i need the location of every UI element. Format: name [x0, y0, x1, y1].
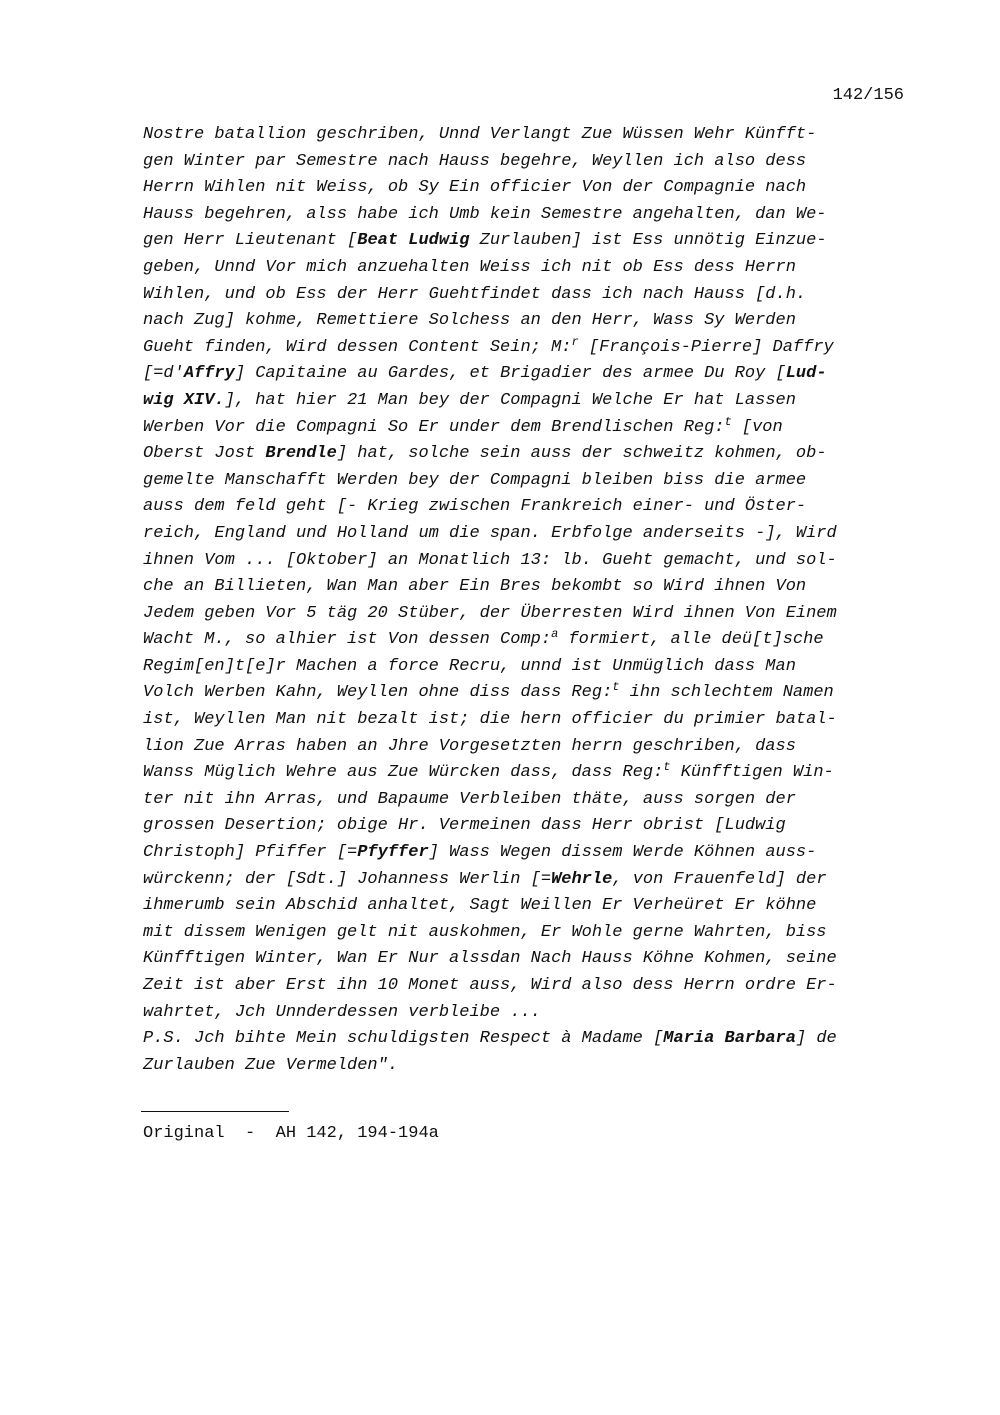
- bold-name: Brendle: [265, 444, 337, 464]
- bold-name: Pfyffer: [357, 843, 429, 863]
- text-segment: Wanss Müglich Wehre aus Zue Würcken dass, dass Reg:: [143, 763, 664, 783]
- text-line: [143, 1053, 913, 1080]
- text-line: [143, 1000, 913, 1027]
- text-line: [143, 893, 913, 920]
- text-segment: formiert, alle deü[t]sche: [558, 630, 824, 650]
- text-line: [143, 867, 913, 894]
- text-segment: ihn schlechtem Namen: [619, 683, 834, 703]
- text-segment: Zurlauben] ist Ess unnötig Einzue-: [469, 231, 827, 251]
- superscript-abbrev: r: [571, 334, 579, 349]
- bold-name: Affry: [183, 364, 235, 384]
- text-line: [143, 973, 913, 1000]
- text-segment: Herrn Wihlen nit Weiss, ob Sy Ein officier Von der Compagnie nach: [143, 178, 807, 198]
- bold-name: Beat Ludwig: [357, 231, 470, 251]
- text-line: [143, 441, 913, 468]
- text-segment: ] hat, solche sein auss der schweitz kohmen, ob-: [336, 444, 827, 464]
- text-line: [143, 335, 913, 362]
- bold-name: Maria Barbara: [663, 1029, 796, 1049]
- text-segment: Nostre batallion geschriben, Unnd Verlangt Zue Wüssen Wehr Künfft-: [143, 125, 817, 144]
- text-line: [143, 308, 913, 335]
- text-segment: gen Herr Lieutenant [: [143, 231, 358, 251]
- text-line: [143, 627, 913, 654]
- text-segment: lion Zue Arras haben an Jhre Vorgesetzten herrn geschriben, dass: [143, 736, 796, 756]
- bold-name: Lud-: [785, 364, 827, 384]
- text-segment: Zeit ist aber Erst ihn 10 Monet auss, Wird also dess Herrn ordre Er-: [143, 976, 837, 995]
- text-segment: Oberst Jost: [143, 444, 266, 464]
- text-line: [143, 282, 913, 309]
- text-line: [143, 122, 913, 149]
- text-segment: Werben Vor die Compagni So Er under dem Brendlischen Reg:: [143, 417, 725, 437]
- superscript-abbrev: a: [551, 627, 559, 642]
- text-line: [143, 813, 913, 840]
- text-line: [143, 521, 913, 548]
- text-segment: Gueht finden, Wird dessen Content Sein; M:: [143, 337, 572, 357]
- footnote-source: Original - AH 142, 194-194a: [143, 1124, 439, 1143]
- text-segment: Jedem geben Vor 5 täg 20 Stüber, der Überresten Wird ihnen Von Einem: [143, 603, 837, 623]
- text-line: [143, 149, 913, 176]
- text-segment: ], hat hier 21 Man bey der Compagni Welche Er hat Lassen: [224, 390, 796, 410]
- text-segment: ] de: [795, 1029, 837, 1049]
- text-segment: Künfftigen Winter, Wan Er Nur alssdan Nach Hauss Köhne Kohmen, seine: [143, 949, 837, 969]
- text-segment: Volch Werben Kahn, Weyllen ohne diss dass Reg:: [143, 683, 613, 703]
- text-line: [143, 228, 913, 255]
- text-line: [143, 548, 913, 575]
- text-segment: Künfftigen Win-: [670, 763, 834, 783]
- text-segment: geben, Unnd Vor mich anzuehalten Weiss ich nit ob Ess dess Herrn: [143, 257, 796, 277]
- text-segment: gemelte Manschafft Werden bey der Compagni bleiben biss die armee: [143, 470, 807, 490]
- text-line: [143, 680, 913, 707]
- text-segment: auss dem feld geht [- Krieg zwischen Frankreich einer- und Öster-: [143, 497, 807, 517]
- text-segment: grossen Desertion; obige Hr. Vermeinen dass Herr obrist [Ludwig: [143, 816, 786, 836]
- text-line: [143, 707, 913, 734]
- text-line: [143, 255, 913, 282]
- text-segment: [von: [731, 417, 783, 437]
- text-line: [143, 654, 913, 681]
- text-line: [143, 388, 913, 415]
- bold-name: wig XIV.: [143, 390, 225, 410]
- text-line: [143, 574, 913, 601]
- text-segment: nach Zug] kohme, Remettiere Solchess an den Herr, Wass Sy Werden: [143, 311, 796, 331]
- text-segment: ihnen Vom ... [Oktober] an Monatlich 13: lb. Gueht gemacht, und sol-: [143, 550, 837, 570]
- text-line: [143, 468, 913, 495]
- text-segment: Wihlen, und ob Ess der Herr Guehtfindet dass ich nach Hauss [d.h.: [143, 284, 807, 304]
- text-segment: mit dissem Wenigen gelt nit auskohmen, Er Wohle gerne Wahrten, biss: [143, 922, 827, 942]
- text-line: [143, 494, 913, 521]
- text-line: [143, 1026, 913, 1053]
- superscript-abbrev: t: [612, 680, 620, 695]
- text-segment: ter nit ihn Arras, und Bapaume Verbleiben thäte, auss sorgen der: [143, 789, 796, 809]
- text-segment: Christoph] Pfiffer [=: [143, 843, 358, 863]
- text-line: [143, 601, 913, 628]
- text-segment: P.S. Jch bihte Mein schuldigsten Respect à Madame [: [143, 1029, 664, 1049]
- text-line: [143, 946, 913, 973]
- text-segment: Zurlauben Zue Vermelden".: [143, 1055, 399, 1075]
- text-segment: würckenn; der [Sdt.] Johanness Werlin [=: [143, 869, 552, 889]
- text-line: [143, 920, 913, 947]
- bold-name: Wehrle: [551, 869, 613, 889]
- text-segment: ] Capitaine au Gardes, et Brigadier des armee Du Roy [: [234, 364, 786, 384]
- text-segment: ] Wass Wegen dissem Werde Köhnen auss-: [428, 843, 817, 863]
- text-segment: Regim[en]t[e]r Machen a force Recru, unnd ist Unmüglich dass Man: [143, 656, 796, 676]
- superscript-abbrev: t: [663, 760, 671, 775]
- text-segment: che an Billieten, Wan Man aber Ein Bres bekombt so Wird ihnen Von: [143, 577, 807, 597]
- text-segment: ihmerumb sein Abschid anhaltet, Sagt Weillen Er Verheüret Er köhne: [143, 896, 817, 916]
- text-segment: Wacht M., so alhier ist Von dessen Comp:: [143, 630, 552, 650]
- superscript-abbrev: t: [724, 414, 732, 429]
- text-line: [143, 760, 913, 787]
- text-segment: [François-Pierre] Daffry: [578, 337, 834, 357]
- footnote-divider: [141, 1111, 289, 1112]
- text-line: [143, 734, 913, 761]
- letter-transcription: [143, 122, 913, 1079]
- text-line: [143, 840, 913, 867]
- text-segment: gen Winter par Semestre nach Hauss begehre, Weyllen ich also dess: [143, 151, 807, 171]
- text-line: [143, 361, 913, 388]
- text-segment: reich, England und Holland um die span. Erbfolge anderseits -], Wird: [143, 523, 837, 543]
- text-segment: Hauss begehren, alss habe ich Umb kein Semestre angehalten, dan We-: [143, 204, 827, 224]
- text-segment: , von Frauenfeld] der: [612, 869, 827, 889]
- text-segment: wahrtet, Jch Unnderdessen verbleibe ...: [143, 1002, 541, 1022]
- text-segment: [=d': [143, 364, 184, 384]
- text-segment: ist, Weyllen Man nit bezalt ist; die hern officier du primier batal-: [143, 710, 837, 730]
- page-number: 142/156: [832, 86, 904, 105]
- text-line: [143, 202, 913, 229]
- text-line: [143, 175, 913, 202]
- text-line: [143, 415, 913, 442]
- text-line: [143, 787, 913, 814]
